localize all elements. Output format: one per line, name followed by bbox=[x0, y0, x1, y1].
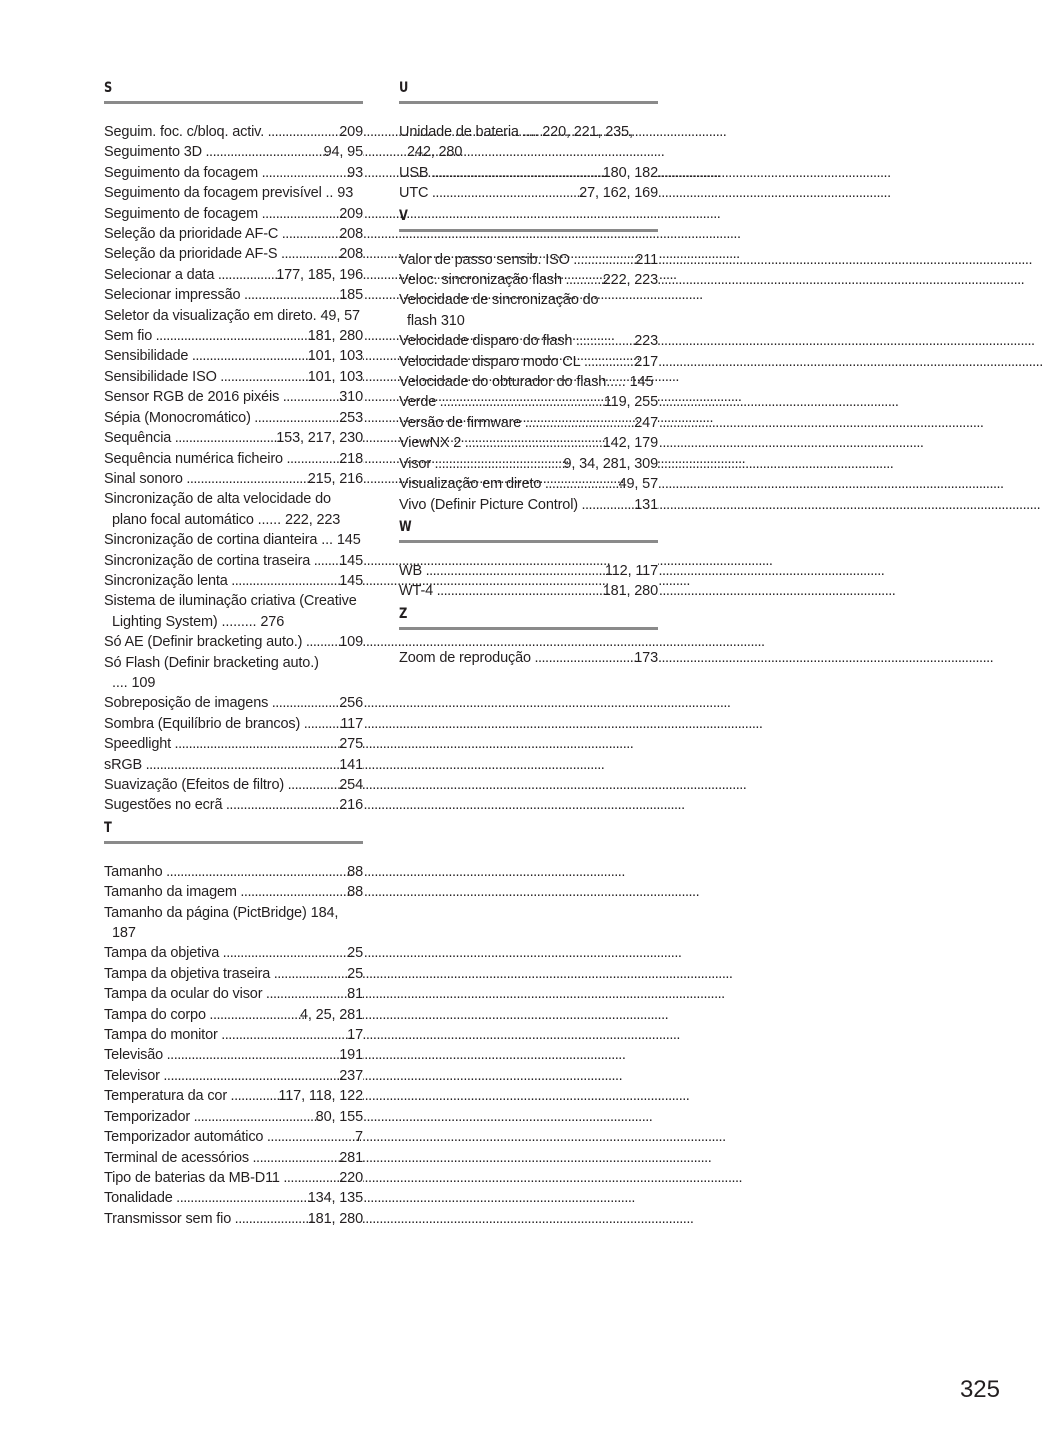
section-letter-heading: T bbox=[104, 819, 112, 836]
index-term-text: Veloc. sincronização flash bbox=[399, 272, 562, 289]
section-divider bbox=[399, 627, 658, 630]
section-divider bbox=[104, 841, 363, 844]
index-term-text: Tipo de baterias da MB-D11 bbox=[104, 1169, 280, 1186]
index-entry bbox=[104, 1066, 363, 1086]
index-entry bbox=[104, 183, 363, 203]
index-term bbox=[104, 489, 363, 530]
index-term bbox=[104, 795, 363, 815]
index-term bbox=[104, 653, 363, 694]
index-term-text: Velocidade de sincronização do flash bbox=[399, 292, 599, 329]
index-entry bbox=[104, 387, 363, 407]
index-term bbox=[104, 1168, 363, 1188]
index-term-text: Tonalidade bbox=[104, 1190, 173, 1207]
index-term-text: ViewNX 2 bbox=[399, 435, 462, 452]
index-term-text: Só Flash (Definir bracketing auto.) .... bbox=[104, 654, 319, 691]
index-entry bbox=[399, 648, 658, 668]
index-term-text: Sincronização de alta velocidade do plano focal automático ...... bbox=[104, 491, 331, 528]
index-term bbox=[104, 1066, 363, 1086]
index-entry bbox=[104, 964, 363, 984]
index-page-refs: 209 bbox=[345, 122, 363, 142]
index-page-refs: 256 bbox=[345, 693, 363, 713]
index-page-refs: 134, 135 bbox=[314, 1188, 363, 1208]
index-term bbox=[399, 290, 658, 331]
index-page-refs: 145 bbox=[345, 571, 363, 591]
index-entry bbox=[399, 372, 658, 392]
index-entry bbox=[399, 495, 658, 515]
index-entry bbox=[104, 984, 363, 1004]
section-letter-heading: Z bbox=[399, 605, 408, 622]
index-term-text: Sombra (Equilíbrio de brancos) bbox=[104, 715, 301, 732]
section-divider bbox=[399, 540, 658, 543]
index-term-text: Tamanho da página (PictBridge) bbox=[104, 904, 307, 921]
index-page-refs: 181, 280 bbox=[609, 581, 658, 601]
index-term-text: Sensibilidade ISO bbox=[104, 368, 217, 385]
index-page-refs: 81 bbox=[353, 984, 363, 1004]
section-letter-heading: V bbox=[399, 207, 408, 224]
index-term bbox=[104, 408, 363, 428]
index-term bbox=[104, 1148, 363, 1168]
index-page-refs: 211 bbox=[641, 250, 658, 270]
index-page-refs: 119, 255 bbox=[610, 392, 658, 412]
index-entry bbox=[104, 449, 363, 469]
index-term bbox=[104, 530, 363, 550]
index-entry bbox=[104, 903, 363, 944]
index-term-text: Transmissor sem fio bbox=[104, 1210, 232, 1227]
index-page-refs: 185 bbox=[345, 285, 363, 305]
index-entry bbox=[399, 581, 658, 601]
index-entry bbox=[104, 142, 363, 162]
index-entry bbox=[104, 882, 363, 902]
index-page-refs: 208 bbox=[345, 224, 363, 244]
index-entry bbox=[104, 1148, 363, 1168]
index-page-refs: 141 bbox=[345, 755, 363, 775]
index-entry bbox=[399, 433, 658, 453]
index-term bbox=[399, 413, 658, 433]
index-entry bbox=[399, 122, 658, 163]
index-page-refs: 177, 185, 196 bbox=[282, 265, 363, 285]
index-page-refs: 281 bbox=[345, 1148, 363, 1168]
page-number: 325 bbox=[959, 1376, 1000, 1403]
index-term bbox=[104, 285, 363, 305]
section-divider bbox=[399, 229, 658, 232]
index-page-refs: 49, 57 bbox=[625, 474, 658, 494]
section-letter-heading: U bbox=[399, 80, 409, 96]
index-entry bbox=[104, 591, 363, 632]
index-page-refs: 222, 223 bbox=[609, 270, 658, 290]
index-page-refs: 223 bbox=[640, 331, 658, 351]
index-term bbox=[399, 331, 658, 351]
index-page-refs: 9, 34, 281, 309 bbox=[570, 454, 659, 474]
index-page-refs: 27, 162, 169 bbox=[585, 183, 658, 203]
index-page-refs: 93 bbox=[353, 163, 363, 183]
index-entry bbox=[399, 183, 658, 203]
index-page-refs: 217 bbox=[640, 352, 658, 372]
section-divider bbox=[104, 101, 363, 104]
index-term-text: Sugestões no ecrã bbox=[104, 797, 223, 814]
index-page-refs: 25 bbox=[353, 943, 363, 963]
index-term-text: Suavização (Efeitos de filtro) bbox=[104, 777, 285, 793]
index-page-refs: 94, 95 bbox=[330, 142, 363, 162]
index-entry bbox=[104, 862, 363, 882]
index-term-text: Seleção da prioridade AF-S bbox=[104, 246, 278, 263]
index-page-refs: 191 bbox=[345, 1045, 363, 1065]
index-page-refs: 131 bbox=[640, 495, 658, 515]
index-term bbox=[104, 224, 363, 244]
index-term-text: Velocidade disparo modo CL bbox=[399, 353, 581, 370]
index-entry bbox=[399, 270, 658, 290]
index-entry bbox=[399, 331, 658, 351]
index-page-refs: 208 bbox=[345, 244, 363, 264]
index-page-refs: 4, 25, 281 bbox=[306, 1005, 363, 1025]
index-page-refs: 145 bbox=[345, 551, 363, 571]
section-divider bbox=[399, 101, 658, 104]
index-term-text: Versão de firmware bbox=[399, 414, 522, 431]
index-term bbox=[104, 964, 363, 984]
index-page-refs: 117 bbox=[346, 714, 363, 734]
index-term-text: Seletor da visualização em direto. bbox=[104, 307, 317, 324]
index-page-refs: 153, 217, 230 bbox=[282, 428, 363, 448]
index-page-refs: 181, 280 bbox=[314, 326, 363, 346]
index-term bbox=[104, 183, 363, 203]
index-term-text: Zoom de reprodução bbox=[399, 649, 531, 666]
index-term-text: Terminal de acessórios bbox=[104, 1149, 249, 1166]
index-entry bbox=[104, 346, 363, 366]
index-term-text: Temporizador automático bbox=[104, 1129, 264, 1146]
index-page-refs: 88 bbox=[353, 862, 363, 882]
index-entry bbox=[104, 367, 363, 387]
index-term-text: Selecionar a data bbox=[104, 266, 215, 283]
index-page-refs: 101, 103 bbox=[314, 367, 363, 387]
index-entry bbox=[399, 290, 658, 331]
index-entry bbox=[104, 204, 363, 224]
index-term-text: Unidade de bateria .... bbox=[399, 124, 539, 140]
index-term bbox=[104, 163, 363, 183]
index-term-text: Sobreposição de imagens bbox=[104, 695, 269, 712]
index-page-refs: 17 bbox=[353, 1025, 363, 1045]
index-term bbox=[399, 495, 658, 515]
index-term bbox=[104, 449, 363, 469]
index-section bbox=[104, 818, 363, 1229]
index-page-refs: 80, 155 bbox=[322, 1107, 363, 1127]
index-term bbox=[104, 591, 363, 632]
index-term-text: Sem fio bbox=[104, 328, 153, 345]
index-term-text: sRGB bbox=[104, 756, 143, 773]
index-term-text: Valor de passo sensib. ISO bbox=[399, 251, 570, 268]
index-entry bbox=[399, 561, 658, 581]
index-term bbox=[104, 571, 363, 591]
index-page-refs: 25 bbox=[353, 964, 363, 984]
index-entry bbox=[104, 943, 363, 963]
index-entry bbox=[104, 244, 363, 264]
index-entry bbox=[104, 775, 363, 795]
index-entry bbox=[104, 326, 363, 346]
index-term bbox=[104, 755, 363, 775]
index-term bbox=[104, 734, 363, 754]
index-entry bbox=[104, 224, 363, 244]
index-term-text: Velocidade do obturador do flash..... bbox=[399, 374, 626, 391]
index-page-refs: 145 bbox=[336, 532, 361, 549]
index-page-refs: 247 bbox=[640, 413, 658, 433]
index-entry bbox=[104, 1209, 363, 1229]
index-term-text: Sequência bbox=[104, 430, 172, 447]
index-term bbox=[399, 352, 658, 372]
index-entry bbox=[399, 392, 658, 412]
index-page-refs: 7 bbox=[361, 1127, 363, 1147]
index-term bbox=[104, 1045, 363, 1065]
index-entry bbox=[104, 693, 363, 713]
index-term-text: Sincronização lenta bbox=[104, 572, 228, 589]
index-entry bbox=[104, 1127, 363, 1147]
index-entry bbox=[104, 489, 363, 530]
index-entry bbox=[104, 530, 363, 550]
index-entry bbox=[399, 474, 658, 494]
index-term-text: Tampa do corpo bbox=[104, 1006, 206, 1023]
index-page-refs: 88 bbox=[353, 882, 363, 902]
index-term bbox=[104, 387, 363, 407]
index-page-refs: 310 bbox=[440, 312, 465, 329]
index-section bbox=[399, 604, 658, 668]
index-term-text: Temperatura da cor bbox=[104, 1088, 228, 1105]
index-term bbox=[104, 882, 363, 902]
index-term-text: Televisor bbox=[104, 1067, 160, 1084]
index-term-text: Sincronização de cortina dianteira ... bbox=[104, 532, 333, 549]
index-term-text: Velocidade disparo do flash bbox=[399, 333, 573, 350]
index-term-text: Seguimento da focagem bbox=[104, 164, 259, 181]
index-entry bbox=[104, 795, 363, 815]
index-page-refs: 215, 216 bbox=[314, 469, 363, 489]
index-page-refs: 218 bbox=[345, 449, 363, 469]
index-term-text: Seguim. foc. c/bloq. activ. bbox=[104, 124, 265, 140]
index-term-text: WT-4 bbox=[399, 583, 434, 600]
index-entry bbox=[104, 428, 363, 448]
index-term-text: Tampa do monitor bbox=[104, 1027, 218, 1044]
index-page-refs: 173 bbox=[640, 648, 658, 668]
index-page-refs: 220, 221, 235, 242, 280 bbox=[407, 124, 633, 161]
index-page-refs: 237 bbox=[345, 1066, 363, 1086]
index-term-text: WB bbox=[399, 562, 423, 579]
index-page-refs: 222, 223 bbox=[284, 511, 341, 528]
index-page-refs: 49, 57 bbox=[320, 307, 360, 324]
index-page-refs: 109 bbox=[131, 674, 156, 691]
index-term-text: Sensor RGB de 2016 pixéis bbox=[104, 389, 280, 406]
index-page-refs: 180, 182 bbox=[609, 163, 658, 183]
index-entry bbox=[104, 122, 363, 142]
index-term-text: Sinal sonoro bbox=[104, 470, 183, 487]
index-term-text: Sistema de iluminação criativa (Creative Lighting System) ......... bbox=[104, 593, 357, 630]
index-term-text: Só AE (Definir bracketing auto.) bbox=[104, 634, 303, 651]
index-term-text: Tampa da objetiva traseira bbox=[104, 965, 271, 982]
index-term-text: Vivo (Definir Picture Control) bbox=[399, 496, 578, 513]
index-term bbox=[399, 250, 658, 270]
index-entry bbox=[104, 1045, 363, 1065]
index-entry bbox=[104, 1188, 363, 1208]
index-entry bbox=[104, 1086, 363, 1106]
index-entry bbox=[104, 306, 363, 326]
section-letter-heading: S bbox=[104, 80, 113, 96]
index-term bbox=[104, 122, 363, 142]
index-term-text: Tamanho da imagem bbox=[104, 884, 237, 901]
index-term bbox=[399, 372, 658, 392]
index-page-refs: 276 bbox=[260, 613, 285, 630]
index-page-refs: 142, 179 bbox=[609, 433, 658, 453]
index-entry bbox=[104, 734, 363, 754]
index-entry bbox=[104, 265, 363, 285]
index-section bbox=[399, 206, 658, 515]
index-term bbox=[104, 943, 363, 963]
index-page-refs: 184, 187 bbox=[112, 904, 339, 942]
index-term-text: USB bbox=[399, 164, 429, 181]
index-page-refs: 101, 103 bbox=[314, 346, 363, 366]
index-term-text: Tamanho bbox=[104, 863, 163, 880]
index-term bbox=[104, 1025, 363, 1045]
index-entry bbox=[104, 1107, 363, 1127]
index-term-text: Sépia (Monocromático) bbox=[104, 409, 251, 426]
index-page-refs: 220 bbox=[345, 1168, 363, 1188]
index-term bbox=[104, 551, 363, 571]
index-term-text: Temporizador bbox=[104, 1108, 191, 1125]
index-entry bbox=[399, 413, 658, 433]
index-term-text: Sequência numérica ficheiro bbox=[104, 450, 283, 467]
index-term bbox=[104, 693, 363, 713]
index-term bbox=[104, 1127, 363, 1147]
index-page-refs: 181, 280 bbox=[314, 1209, 363, 1229]
index-entry bbox=[104, 551, 363, 571]
index-term-text: Visualização em direto bbox=[399, 476, 542, 493]
index-term bbox=[399, 122, 658, 163]
index-page-refs: 112, 117 bbox=[611, 561, 658, 581]
index-term-text: Seguimento 3D bbox=[104, 144, 202, 161]
index-entry bbox=[399, 250, 658, 270]
index-term bbox=[104, 984, 363, 1004]
index-page-refs: 109 bbox=[345, 632, 363, 652]
index-page-refs: 253 bbox=[345, 408, 363, 428]
index-page-refs: 117, 118, 122 bbox=[284, 1086, 363, 1106]
index-entry bbox=[104, 632, 363, 652]
index-entry bbox=[104, 163, 363, 183]
index-page-refs: 145 bbox=[629, 374, 654, 391]
index-term bbox=[104, 775, 363, 795]
index-term-text: Seguimento de focagem bbox=[104, 205, 259, 222]
index-page-refs: 310 bbox=[345, 387, 363, 407]
index-page-refs: 216 bbox=[345, 795, 363, 815]
index-section bbox=[104, 78, 363, 816]
index-term bbox=[104, 306, 363, 326]
index-term-text: Speedlight bbox=[104, 736, 172, 753]
index-term-text: UTC bbox=[399, 185, 429, 202]
index-entry bbox=[104, 755, 363, 775]
index-term bbox=[399, 648, 658, 668]
index-entry bbox=[104, 1025, 363, 1045]
index-column-left bbox=[104, 78, 363, 1229]
index-entry bbox=[104, 1168, 363, 1188]
index-term-text: Visor bbox=[399, 455, 432, 472]
index-term-text: Tampa da objetiva bbox=[104, 945, 220, 962]
index-page-refs: 93 bbox=[337, 185, 354, 202]
index-term-text: Seleção da prioridade AF-C bbox=[104, 226, 279, 243]
index-term bbox=[104, 903, 363, 944]
index-page-refs: 275 bbox=[345, 734, 363, 754]
index-entry bbox=[104, 285, 363, 305]
index-entry bbox=[104, 469, 363, 489]
index-entry bbox=[399, 352, 658, 372]
index-term bbox=[104, 862, 363, 882]
index-term-text: Sincronização de cortina traseira bbox=[104, 552, 311, 569]
index-term-text: Verde bbox=[399, 394, 437, 411]
index-entry bbox=[104, 653, 363, 694]
index-term bbox=[104, 244, 363, 264]
index-term bbox=[104, 204, 363, 224]
index-term-text: Tampa da ocular do visor bbox=[104, 986, 263, 1003]
index-entry bbox=[104, 571, 363, 591]
index-entry bbox=[104, 714, 363, 734]
index-section bbox=[399, 78, 658, 204]
index-page-refs: 254 bbox=[345, 775, 363, 795]
section-letter-heading: W bbox=[399, 518, 412, 535]
index-term-text: Selecionar impressão bbox=[104, 287, 241, 304]
index-term bbox=[104, 714, 363, 734]
index-term bbox=[104, 632, 363, 652]
index-entry bbox=[104, 408, 363, 428]
index-term-text: Televisão bbox=[104, 1047, 164, 1064]
index-term-text: Sensibilidade bbox=[104, 348, 189, 365]
index-section bbox=[399, 517, 658, 602]
index-term-text: Seguimento da focagem previsível .. bbox=[104, 185, 334, 202]
index-column-right bbox=[399, 78, 658, 668]
index-entry bbox=[104, 1005, 363, 1025]
index-entry bbox=[399, 163, 658, 183]
index-page-refs: 209 bbox=[345, 204, 363, 224]
index-entry bbox=[399, 454, 658, 474]
